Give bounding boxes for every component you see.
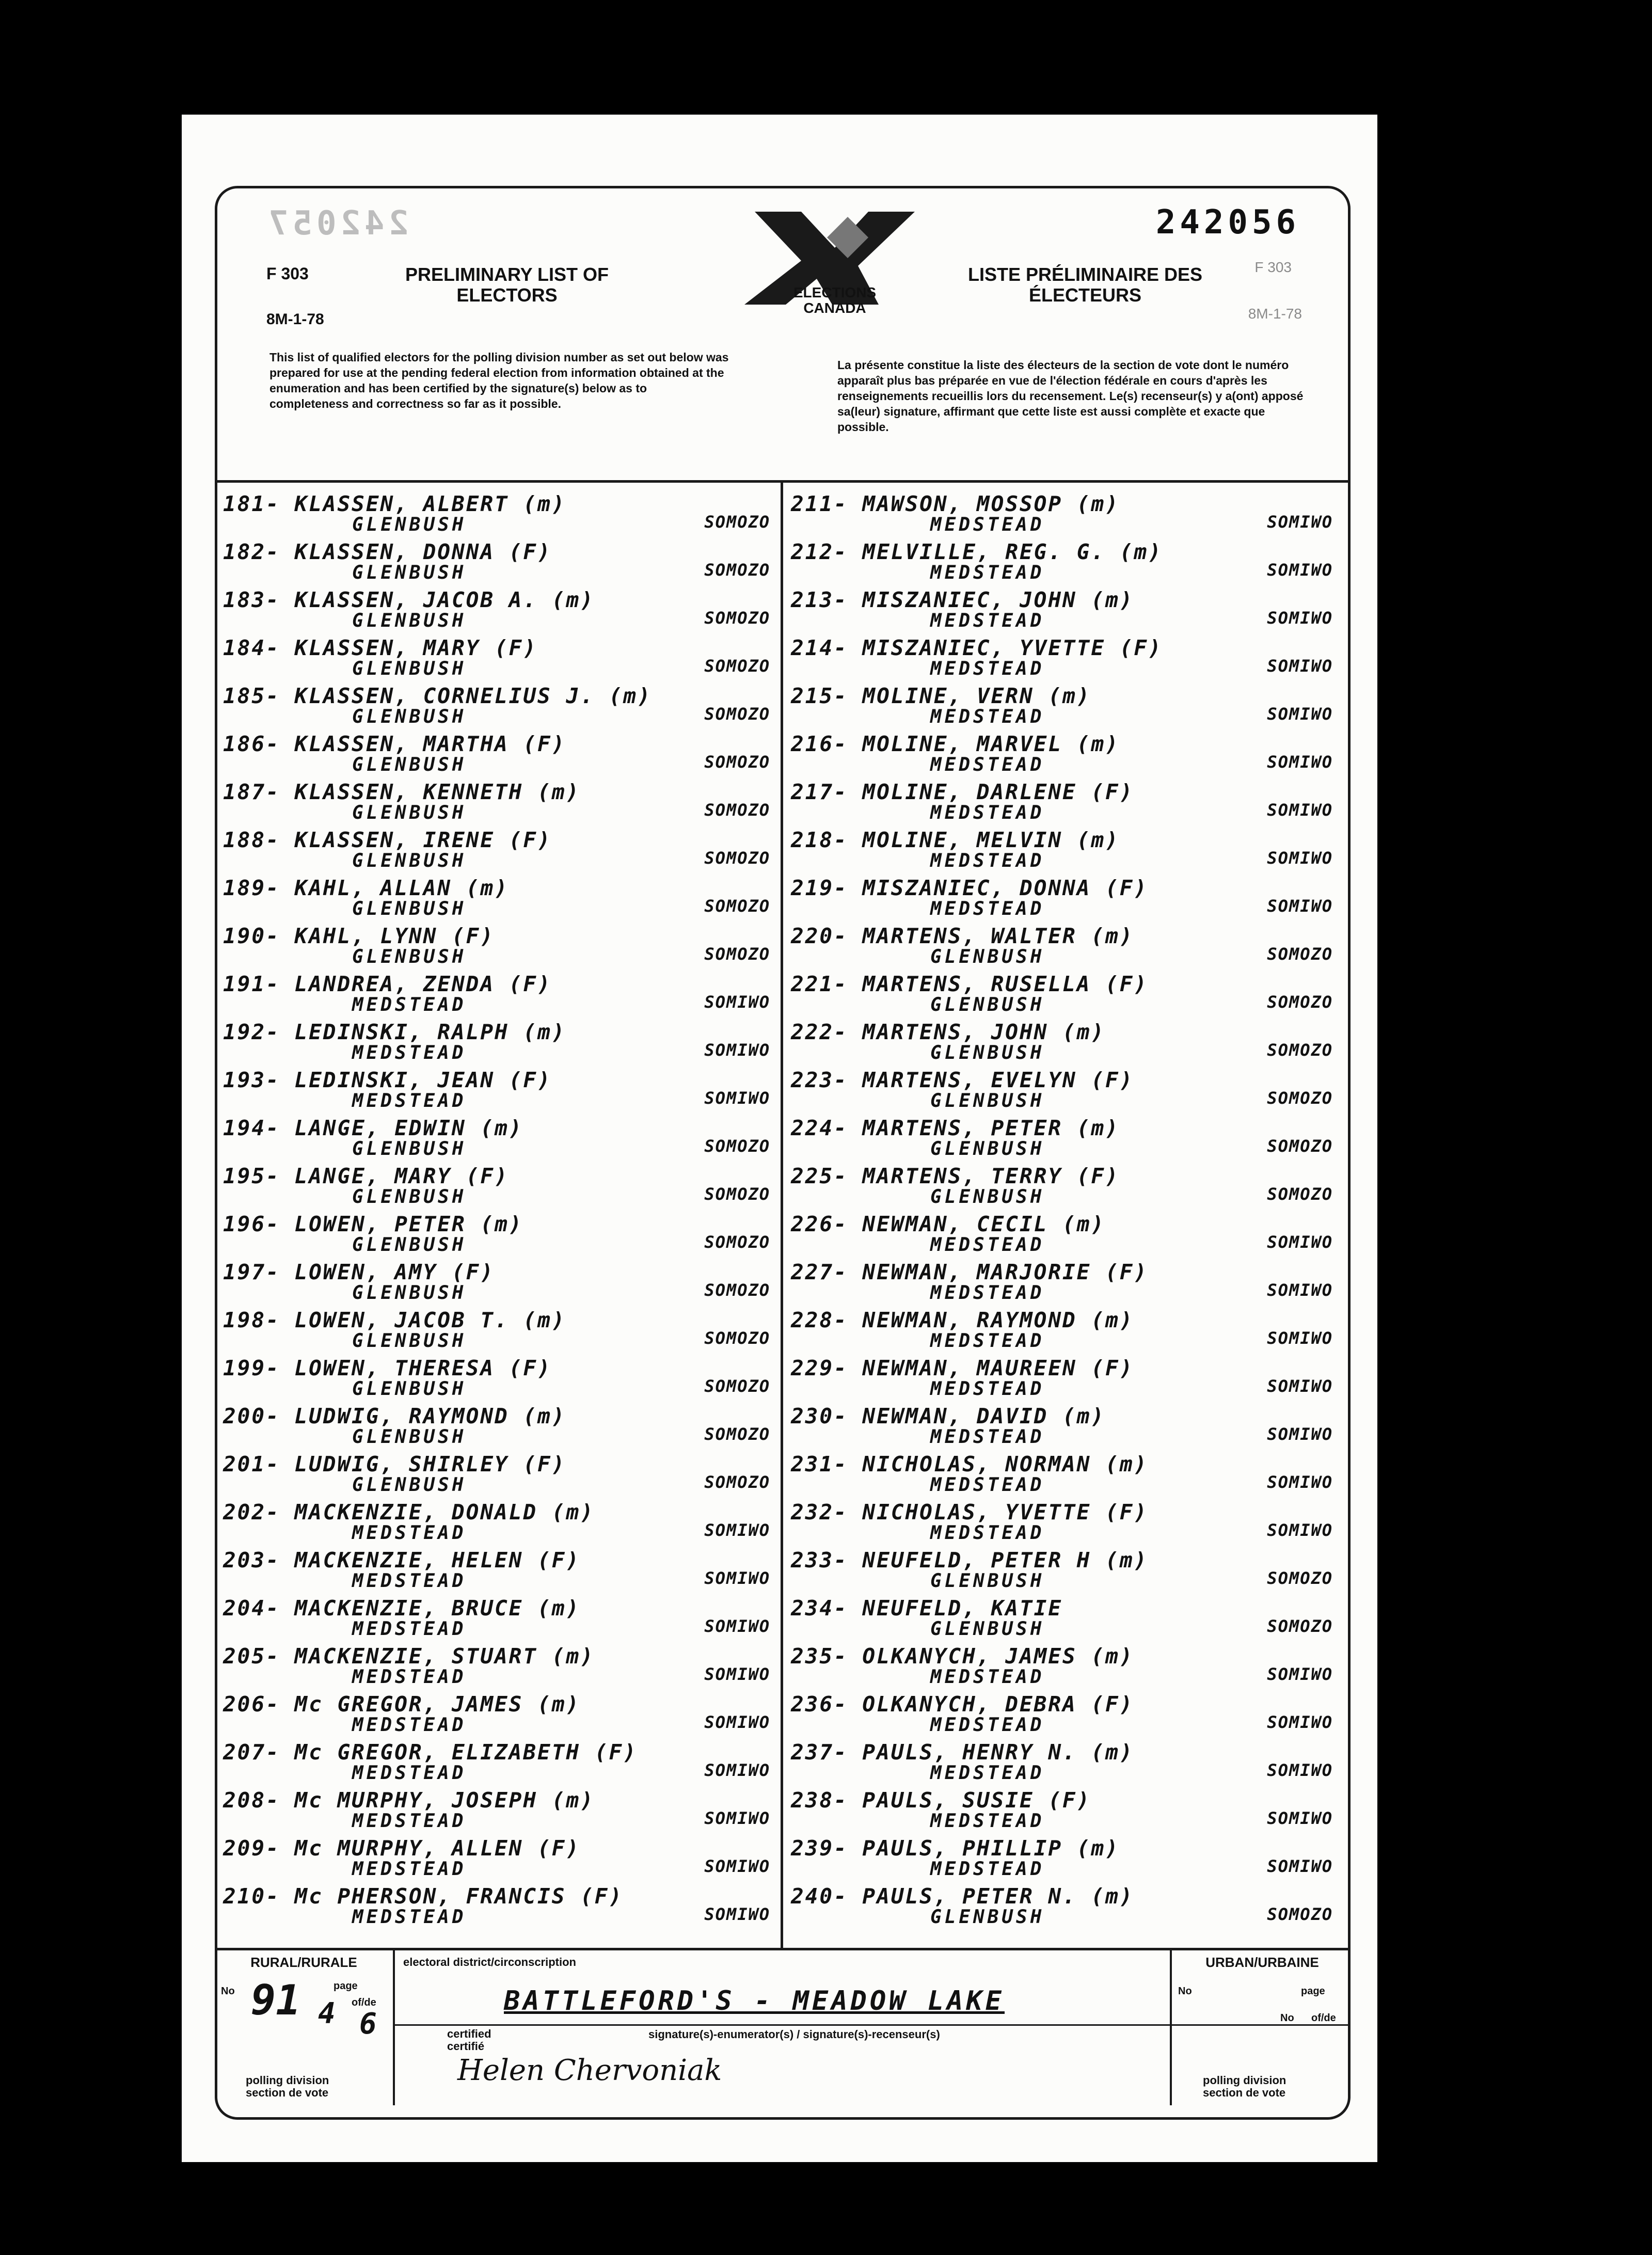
elector-name: 236- OLKANYCH, DEBRA (F) [791,1692,1134,1717]
elector-name: 187- KLASSEN, KENNETH (m) [223,780,581,804]
postal-code: SOMOZO [704,1376,770,1396]
elector-name: 189- KAHL, ALLAN (m) [223,876,509,900]
postal-code: SOMOZO [704,1136,770,1156]
elector-locality: GLENBUSH [352,562,467,583]
postal-code: SOMOZO [704,848,770,868]
title-english: PRELIMINARY LIST OF ELECTORS [405,264,609,306]
elector-entry [791,1500,1338,1548]
elector-entry [791,1212,1338,1260]
postal-code: SOMIWO [704,992,770,1012]
elector-entry [223,1164,775,1212]
elector-locality: MEDSTEAD [930,1474,1045,1496]
postal-code: SOMIWO [1267,1760,1333,1780]
elector-entry [223,539,775,587]
postal-code: SOMOZO [704,1280,770,1300]
elector-name: 224- MARTENS, PETER (m) [791,1116,1120,1140]
enumerator-signature: Helen Chervoniak [457,2054,722,2087]
elector-locality: GLENBUSH [352,610,467,631]
elector-name: 239- PAULS, PHILLIP (m) [791,1836,1120,1861]
elector-locality: GLENBUSH [352,1138,467,1160]
postal-code: SOMOZO [704,896,770,916]
postal-code: SOMIWO [1267,1472,1333,1492]
elector-name: 217- MOLINE, DARLENE (F) [791,780,1134,804]
elector-locality: GLENBUSH [930,1138,1045,1160]
elector-locality: MEDSTEAD [352,1090,467,1111]
elector-name: 232- NICHOLAS, YVETTE (F) [791,1500,1149,1524]
polling-division-number: 91 [251,1976,301,2024]
elector-entry [223,1260,775,1308]
elector-name: 208- Mc MURPHY, JOSEPH (m) [223,1788,595,1813]
intro-text-english: This list of qualified electors for the polling division number as set out below was prepared for use at the pending federal election from information obtained at the enumeration and has been certified by the signature(s) below as to completeness and correctness so far as it possible. [269,351,729,410]
elector-entry [791,732,1338,780]
elector-locality: MEDSTEAD [930,706,1045,727]
postal-code: SOMOZO [704,1472,770,1492]
elector-name: 212- MELVILLE, REG. G. (m) [791,539,1163,564]
elector-name: 222- MARTENS, JOHN (m) [791,1020,1106,1044]
postal-code: SOMOZO [1267,1184,1333,1204]
elector-locality: GLENBUSH [930,994,1045,1015]
signature-label: signature(s)-enumerator(s) / signature(s)-recenseur(s) [648,2028,940,2041]
elector-list-left [223,491,775,1937]
elector-entry [223,1308,775,1356]
elector-locality: MEDSTEAD [930,1762,1045,1784]
postal-code: SOMIWO [1267,1376,1333,1396]
elector-entry [791,1692,1338,1740]
elector-name: 204- MACKENZIE, BRUCE (m) [223,1596,581,1621]
column-divider [781,483,783,1948]
postal-code: SOMIWO [1267,800,1333,820]
elector-entry [223,491,775,539]
rural-label: RURAL/RURALE [250,1955,357,1970]
elector-entry [223,732,775,780]
elector-locality: MEDSTEAD [352,1042,467,1063]
polling-division-fr: section de vote [246,2086,329,2099]
elector-entry [791,1308,1338,1356]
elector-name: 197- LOWEN, AMY (F) [223,1260,495,1284]
postal-code: SOMOZO [704,1184,770,1204]
elector-name: 240- PAULS, PETER N. (m) [791,1884,1134,1909]
elector-locality: MEDSTEAD [930,1234,1045,1256]
postal-code: SOMIWO [1267,704,1333,724]
postal-code: SOMOZO [1267,992,1333,1012]
postal-code: SOMIWO [1267,1520,1333,1540]
postal-code: SOMOZO [1267,1040,1333,1060]
postal-code: SOMIWO [704,1664,770,1684]
elector-locality: MEDSTEAD [930,1426,1045,1448]
elector-name: 181- KLASSEN, ALBERT (m) [223,491,566,516]
postal-code: SOMOZO [704,512,770,532]
postal-code: SOMIWO [704,1712,770,1732]
elector-entry [223,1740,775,1788]
postal-code: SOMIWO [1267,1808,1333,1828]
elector-locality: MEDSTEAD [930,562,1045,583]
postal-code: SOMIWO [1267,512,1333,532]
elector-entry [791,1884,1338,1932]
elector-name: 196- LOWEN, PETER (m) [223,1212,523,1236]
elector-entry [791,491,1338,539]
elector-locality: MEDSTEAD [352,994,467,1015]
postal-code: SOMIWO [704,1856,770,1876]
elector-entry [791,1836,1338,1884]
elector-locality: MEDSTEAD [930,1522,1045,1544]
postal-code: SOMOZO [1267,1616,1333,1636]
elector-locality: MEDSTEAD [930,1282,1045,1304]
postal-code: SOMIWO [1267,1664,1333,1684]
elector-name: 206- Mc GREGOR, JAMES (m) [223,1692,581,1717]
elector-entry [791,1020,1338,1068]
elector-locality: GLENBUSH [930,946,1045,967]
form-date-fr: 8M-1-78 [1248,306,1302,322]
certified-fr: certifié [447,2040,485,2053]
elector-locality: GLENBUSH [352,850,467,871]
urban-label: URBAN/URBAINE [1205,1955,1319,1970]
elector-locality: GLENBUSH [930,1042,1045,1063]
elector-entry [791,1596,1338,1644]
elector-name: 225- MARTENS, TERRY (F) [791,1164,1120,1188]
elector-entry [791,876,1338,924]
elector-entry [223,1068,775,1116]
elector-locality: GLENBUSH [352,1426,467,1448]
postal-code: SOMIWO [1267,752,1333,772]
elector-locality: GLENBUSH [352,514,467,535]
postal-code: SOMOZO [704,656,770,676]
postal-code: SOMOZO [704,704,770,724]
elector-locality: MEDSTEAD [352,1859,467,1880]
postal-code: SOMOZO [1267,1136,1333,1156]
elector-locality: GLENBUSH [930,1570,1045,1592]
elector-name: 190- KAHL, LYNN (F) [223,924,495,948]
elector-name: 221- MARTENS, RUSELLA (F) [791,972,1149,996]
elector-name: 192- LEDINSKI, RALPH (m) [223,1020,566,1044]
postal-code: SOMOZO [704,800,770,820]
elector-locality: MEDSTEAD [930,1378,1045,1400]
elector-locality: GLENBUSH [352,1186,467,1208]
elector-name: 223- MARTENS, EVELYN (F) [791,1068,1134,1092]
postal-code: SOMIWO [704,1904,770,1924]
elector-entry [791,1404,1338,1452]
elector-name: 215- MOLINE, VERN (m) [791,684,1091,708]
elector-name: 218- MOLINE, MELVIN (m) [791,828,1120,852]
elector-name: 210- Mc PHERSON, FRANCIS (F) [223,1884,624,1909]
elector-locality: GLENBUSH [930,1907,1045,1928]
elector-locality: GLENBUSH [352,1474,467,1496]
document-sheet [182,115,1377,2162]
postal-code: SOMOZO [1267,1568,1333,1588]
elector-name: 211- MAWSON, MOSSOP (m) [791,491,1120,516]
elector-name: 220- MARTENS, WALTER (m) [791,924,1134,948]
postal-code: SOMIWO [1267,608,1333,628]
postal-code: SOMOZO [704,1232,770,1252]
urban-box [1170,1950,1353,2105]
postal-code: SOMIWO [704,1040,770,1060]
elector-name: 227- NEWMAN, MARJORIE (F) [791,1260,1149,1284]
elector-name: 185- KLASSEN, CORNELIUS J. (m) [223,684,652,708]
serial-number-ghost: 242057 [264,204,409,243]
elector-locality: GLENBUSH [930,1186,1045,1208]
elector-entry [223,1692,775,1740]
form-number: F 303 [266,264,309,283]
elector-locality: MEDSTEAD [930,1811,1045,1832]
elector-name: 231- NICHOLAS, NORMAN (m) [791,1452,1149,1476]
elector-name: 198- LOWEN, JACOB T. (m) [223,1308,566,1332]
elector-locality: GLENBUSH [352,1330,467,1352]
elector-entry [223,1788,775,1836]
postal-code: SOMIWO [704,1088,770,1108]
elector-entry [223,1836,775,1884]
polling-division-en: polling division [246,2074,329,2087]
elector-locality: MEDSTEAD [352,1570,467,1592]
elector-entry [791,972,1338,1020]
serial-number: 242056 [1155,203,1300,242]
elector-entry [791,1068,1338,1116]
urban-of-label: of/de [1311,2012,1336,2024]
elector-name: 201- LUDWIG, SHIRLEY (F) [223,1452,566,1476]
postal-code: SOMOZO [1267,1904,1333,1924]
elector-name: 235- OLKANYCH, JAMES (m) [791,1644,1134,1669]
elector-name: 216- MOLINE, MARVEL (m) [791,732,1120,756]
postal-code: SOMOZO [704,608,770,628]
elector-entry [223,1452,775,1500]
elector-locality: MEDSTEAD [930,610,1045,631]
agency-name: ELECTIONS CANADA [793,284,877,316]
elector-locality: GLENBUSH [930,1618,1045,1640]
postal-code: SOMIWO [1267,848,1333,868]
elector-name: 199- LOWEN, THERESA (F) [223,1356,552,1380]
elector-locality: MEDSTEAD [352,1618,467,1640]
elector-entry [791,1644,1338,1692]
page-total: 6 [359,2007,377,2041]
elector-entry [223,1644,775,1692]
elector-locality: MEDSTEAD [930,898,1045,919]
postal-code: SOMIWO [1267,1280,1333,1300]
footer [215,1948,1351,2108]
elector-name: 214- MISZANIEC, YVETTE (F) [791,636,1163,660]
elector-entry [791,1260,1338,1308]
elector-name: 188- KLASSEN, IRENE (F) [223,828,552,852]
district-value: BATTLEFORD'S - MEADOW LAKE [504,1986,1005,2016]
elector-entry [791,1116,1338,1164]
elector-entry [791,636,1338,684]
postal-code: SOMIWO [1267,656,1333,676]
elector-entry [223,1548,775,1596]
elector-name: 226- NEWMAN, CECIL (m) [791,1212,1106,1236]
elector-locality: MEDSTEAD [930,658,1045,679]
elector-locality: MEDSTEAD [930,850,1045,871]
urban-polling-division-label [1203,2074,1286,2099]
postal-code: SOMOZO [1267,1088,1333,1108]
elector-entry [223,924,775,972]
postal-code: SOMOZO [1267,944,1333,964]
form-number-fr: F 303 [1254,259,1292,275]
elector-locality: MEDSTEAD [930,1714,1045,1736]
elector-locality: MEDSTEAD [352,1666,467,1688]
elector-locality: GLENBUSH [352,802,467,823]
elector-entry [223,1116,775,1164]
urban-polling-division-fr: section de vote [1203,2086,1286,2099]
elector-locality: GLENBUSH [930,1090,1045,1111]
elector-locality: MEDSTEAD [930,754,1045,775]
elector-locality: MEDSTEAD [352,1714,467,1736]
intro-text-french: La présente constitue la liste des électeurs de la section de vote dont le numéro apparaît plus bas préparée en vue de l'élection fédérale en cours d'après les renseignements recueillis lors du recensement. Le(s) recenseur(s) y a(ont) apposé sa(leur) signature, affirmant que cette liste est aussi complète et exacte que possible. [837,358,1304,434]
elector-name: 209- Mc MURPHY, ALLEN (F) [223,1836,581,1861]
postal-code: SOMIWO [1267,1712,1333,1732]
elector-entry [791,828,1338,876]
elector-name: 183- KLASSEN, JACOB A. (m) [223,587,595,612]
urban-no-label-2: No [1280,2012,1294,2024]
elector-locality: MEDSTEAD [352,1811,467,1832]
elector-entry [223,684,775,732]
elector-name: 182- KLASSEN, DONNA (F) [223,539,552,564]
elector-entry [223,1212,775,1260]
elector-locality: MEDSTEAD [352,1907,467,1928]
no-label: No [221,1986,235,1997]
page-label: page [333,1980,358,1992]
elector-locality: GLENBUSH [352,754,467,775]
urban-page-label: page [1301,1986,1325,1997]
elector-name: 219- MISZANIEC, DONNA (F) [791,876,1149,900]
elector-name: 186- KLASSEN, MARTHA (F) [223,732,566,756]
elector-list-right [791,491,1338,1937]
postal-code: SOMIWO [1267,1232,1333,1252]
elector-locality: GLENBUSH [352,1282,467,1304]
urban-no-label: No [1178,1986,1192,1997]
elector-name: 230- NEWMAN, DAVID (m) [791,1404,1106,1428]
elector-entry [791,587,1338,636]
postal-code: SOMOZO [704,1424,770,1444]
elector-locality: GLENBUSH [352,1234,467,1256]
elector-name: 238- PAULS, SUSIE (F) [791,1788,1091,1813]
elector-entry [791,1164,1338,1212]
rural-box [215,1950,395,2105]
page-number: 4 [318,1997,336,2030]
postal-code: SOMOZO [704,560,770,580]
elector-name: 200- LUDWIG, RAYMOND (m) [223,1404,566,1428]
title-french: LISTE PRÉLIMINAIRE DES ÉLECTEURS [967,264,1203,306]
elector-name: 205- MACKENZIE, STUART (m) [223,1644,595,1669]
elector-name: 213- MISZANIEC, JOHN (m) [791,587,1134,612]
polling-division-label [246,2074,329,2099]
postal-code: SOMOZO [704,1328,770,1348]
elector-entry [223,636,775,684]
elector-locality: MEDSTEAD [930,514,1045,535]
elector-entry [223,587,775,636]
postal-code: SOMIWO [1267,560,1333,580]
elector-entry [223,780,775,828]
elector-name: 184- KLASSEN, MARY (F) [223,636,538,660]
elector-entry [223,1404,775,1452]
elector-name: 194- LANGE, EDWIN (m) [223,1116,523,1140]
elector-name: 228- NEWMAN, RAYMOND (m) [791,1308,1134,1332]
elector-locality: MEDSTEAD [352,1522,467,1544]
elector-entry [223,1020,775,1068]
postal-code: SOMIWO [704,1616,770,1636]
of-label: of/de [352,1997,376,2008]
postal-code: SOMIWO [1267,896,1333,916]
elector-entry [791,1452,1338,1500]
urban-polling-division-en: polling division [1203,2074,1286,2087]
elector-name: 202- MACKENZIE, DONALD (m) [223,1500,595,1524]
elector-entry [791,1740,1338,1788]
postal-code: SOMOZO [704,944,770,964]
certified-en: certified [447,2027,491,2040]
elector-locality: MEDSTEAD [930,1859,1045,1880]
elector-entry [791,1788,1338,1836]
postal-code: SOMOZO [704,752,770,772]
certified-label [447,2028,491,2053]
elector-locality: MEDSTEAD [930,1330,1045,1352]
elector-entry [791,924,1338,972]
district-label: electoral district/circonscription [403,1956,576,1968]
elector-locality: MEDSTEAD [352,1762,467,1784]
postal-code: SOMIWO [1267,1856,1333,1876]
elector-name: 195- LANGE, MARY (F) [223,1164,509,1188]
elector-entry [223,876,775,924]
elector-name: 193- LEDINSKI, JEAN (F) [223,1068,552,1092]
postal-code: SOMIWO [704,1808,770,1828]
elector-entry [223,1596,775,1644]
elector-entry [791,1548,1338,1596]
elector-entry [791,780,1338,828]
elector-locality: GLENBUSH [352,658,467,679]
postal-code: SOMIWO [1267,1328,1333,1348]
postal-code: SOMIWO [704,1568,770,1588]
elector-locality: GLENBUSH [352,706,467,727]
elector-name: 233- NEUFELD, PETER H (m) [791,1548,1149,1573]
elector-entry [791,539,1338,587]
elector-name: 234- NEUFELD, KATIE [791,1596,1062,1621]
elector-locality: GLENBUSH [352,898,467,919]
elector-entry [223,1356,775,1404]
elector-entry [223,972,775,1020]
elector-entry [791,1356,1338,1404]
elector-entry [223,1884,775,1932]
elector-name: 229- NEWMAN, MAUREEN (F) [791,1356,1134,1380]
elector-locality: MEDSTEAD [930,802,1045,823]
elector-name: 191- LANDREA, ZENDA (F) [223,972,552,996]
postal-code: SOMIWO [704,1520,770,1540]
elector-entry [223,828,775,876]
postal-code: SOMIWO [704,1760,770,1780]
elector-name: 237- PAULS, HENRY N. (m) [791,1740,1134,1765]
elector-locality: MEDSTEAD [930,1666,1045,1688]
elector-locality: GLENBUSH [352,946,467,967]
elector-entry [791,684,1338,732]
elector-name: 203- MACKENZIE, HELEN (F) [223,1548,581,1573]
elector-locality: GLENBUSH [352,1378,467,1400]
form-date: 8M-1-78 [266,311,324,328]
postal-code: SOMIWO [1267,1424,1333,1444]
elector-name: 207- Mc GREGOR, ELIZABETH (F) [223,1740,638,1765]
elector-entry [223,1500,775,1548]
